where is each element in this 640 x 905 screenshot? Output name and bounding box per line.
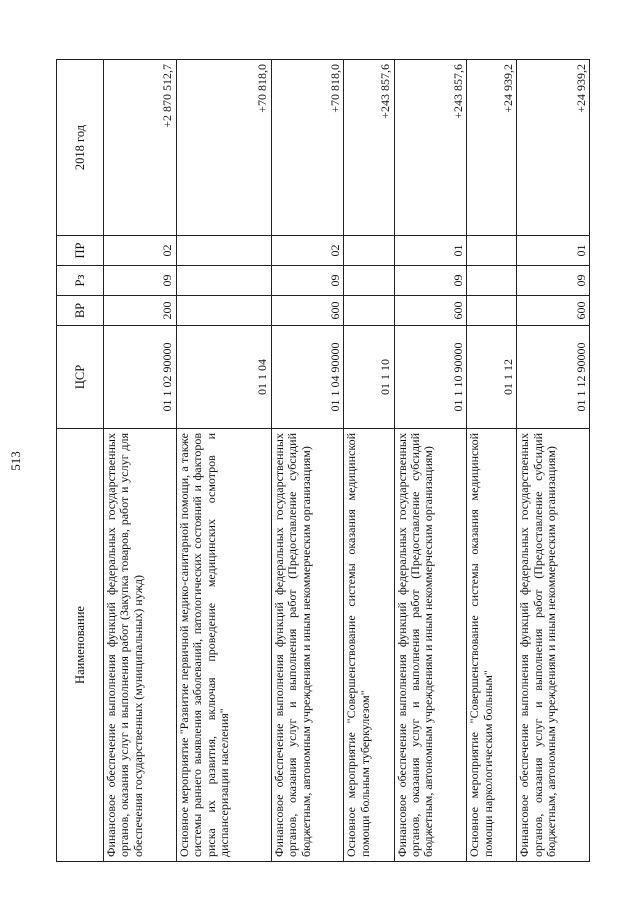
row-name: Основное мероприятие "Совершенствование системы оказания медицинской помощи больным туберкулезом" — [344, 429, 394, 862]
header-vr: ВР — [57, 296, 104, 326]
table-row — [394, 60, 467, 862]
header-rz: Рз — [57, 266, 104, 296]
header-pr: ПР — [57, 236, 104, 266]
row-vr — [467, 296, 517, 326]
row-rz — [344, 266, 394, 296]
header-name: Наименование — [57, 429, 104, 862]
row-rz: 09 — [394, 266, 467, 296]
row-name: Финансовое обеспечение выполнения функций федеральных государственных органов, оказания услуг и выполнения работ (Закупка товаров, работ и услуг для обеспечения государственных (муниципальных) нужд) — [104, 429, 177, 862]
row-rz: 09 — [271, 266, 344, 296]
row-vr — [176, 296, 271, 326]
row-amount: +24 939,2 — [467, 60, 517, 236]
row-amount: +70 818,0 — [271, 60, 344, 236]
table-row — [104, 60, 177, 862]
row-amount: +70 818,0 — [176, 60, 271, 236]
table-row — [344, 60, 394, 862]
table-row — [517, 60, 590, 862]
row-rz: 09 — [104, 266, 177, 296]
header-year: 2018 год — [57, 60, 104, 236]
row-name: Основное мероприятие "Развитие первичной медико-санитарной помощи, а также системы раннего выявления заболеваний, патологических состояний и факторов риска их развития, включая проведение медицинских осмотров и диспансеризации населения" — [176, 429, 271, 862]
header-csr: ЦСР — [57, 326, 104, 429]
row-pr — [176, 236, 271, 266]
row-vr — [344, 296, 394, 326]
row-csr: 01 1 02 90000 — [104, 326, 177, 429]
row-vr: 600 — [271, 296, 344, 326]
row-pr — [467, 236, 517, 266]
row-pr: 02 — [271, 236, 344, 266]
row-amount: +243 857,6 — [344, 60, 394, 236]
table-row — [176, 60, 271, 862]
row-rz — [467, 266, 517, 296]
row-amount: +243 857,6 — [394, 60, 467, 236]
table-row — [467, 60, 517, 862]
rotated-page — [8, 60, 590, 862]
row-pr: 01 — [517, 236, 590, 266]
row-amount: +2 870 512,7 — [104, 60, 177, 236]
budget-table — [56, 59, 590, 862]
row-vr: 600 — [394, 296, 467, 326]
row-amount: +24 939,2 — [517, 60, 590, 236]
row-name: Основное мероприятие "Совершенствование системы оказания медицинской помощи наркологическим больным" — [467, 429, 517, 862]
row-pr — [344, 236, 394, 266]
page-number: 513 — [8, 451, 23, 471]
row-rz — [176, 266, 271, 296]
row-vr: 600 — [517, 296, 590, 326]
row-vr: 200 — [104, 296, 177, 326]
row-csr: 01 1 04 — [176, 326, 271, 429]
row-csr: 01 1 04 90000 — [271, 326, 344, 429]
table-header-row — [57, 60, 104, 862]
row-csr: 01 1 10 90000 — [394, 326, 467, 429]
row-csr: 01 1 12 90000 — [517, 326, 590, 429]
table-row — [271, 60, 344, 862]
row-name: Финансовое обеспечение выполнения функций федеральных государственных органов, оказания услуг и выполнения работ (Предоставление субсидий бюджетным, автономным учреждениям и иным некоммерческим организациям) — [394, 429, 467, 862]
row-csr: 01 1 10 — [344, 326, 394, 429]
row-rz: 09 — [517, 266, 590, 296]
row-pr: 01 — [394, 236, 467, 266]
row-name: Финансовое обеспечение выполнения функций федеральных государственных органов, оказания услуг и выполнения работ (Предоставление субсидий бюджетным, автономным учреждениям и иным некоммерческим организациям) — [271, 429, 344, 862]
row-pr: 02 — [104, 236, 177, 266]
row-name: Финансовое обеспечение выполнения функций федеральных государственных органов, оказания услуг и выполнения работ (Предоставление субсидий бюджетным, автономным учреждениям и иным некоммерческим организациям) — [517, 429, 590, 862]
row-csr: 01 1 12 — [467, 326, 517, 429]
